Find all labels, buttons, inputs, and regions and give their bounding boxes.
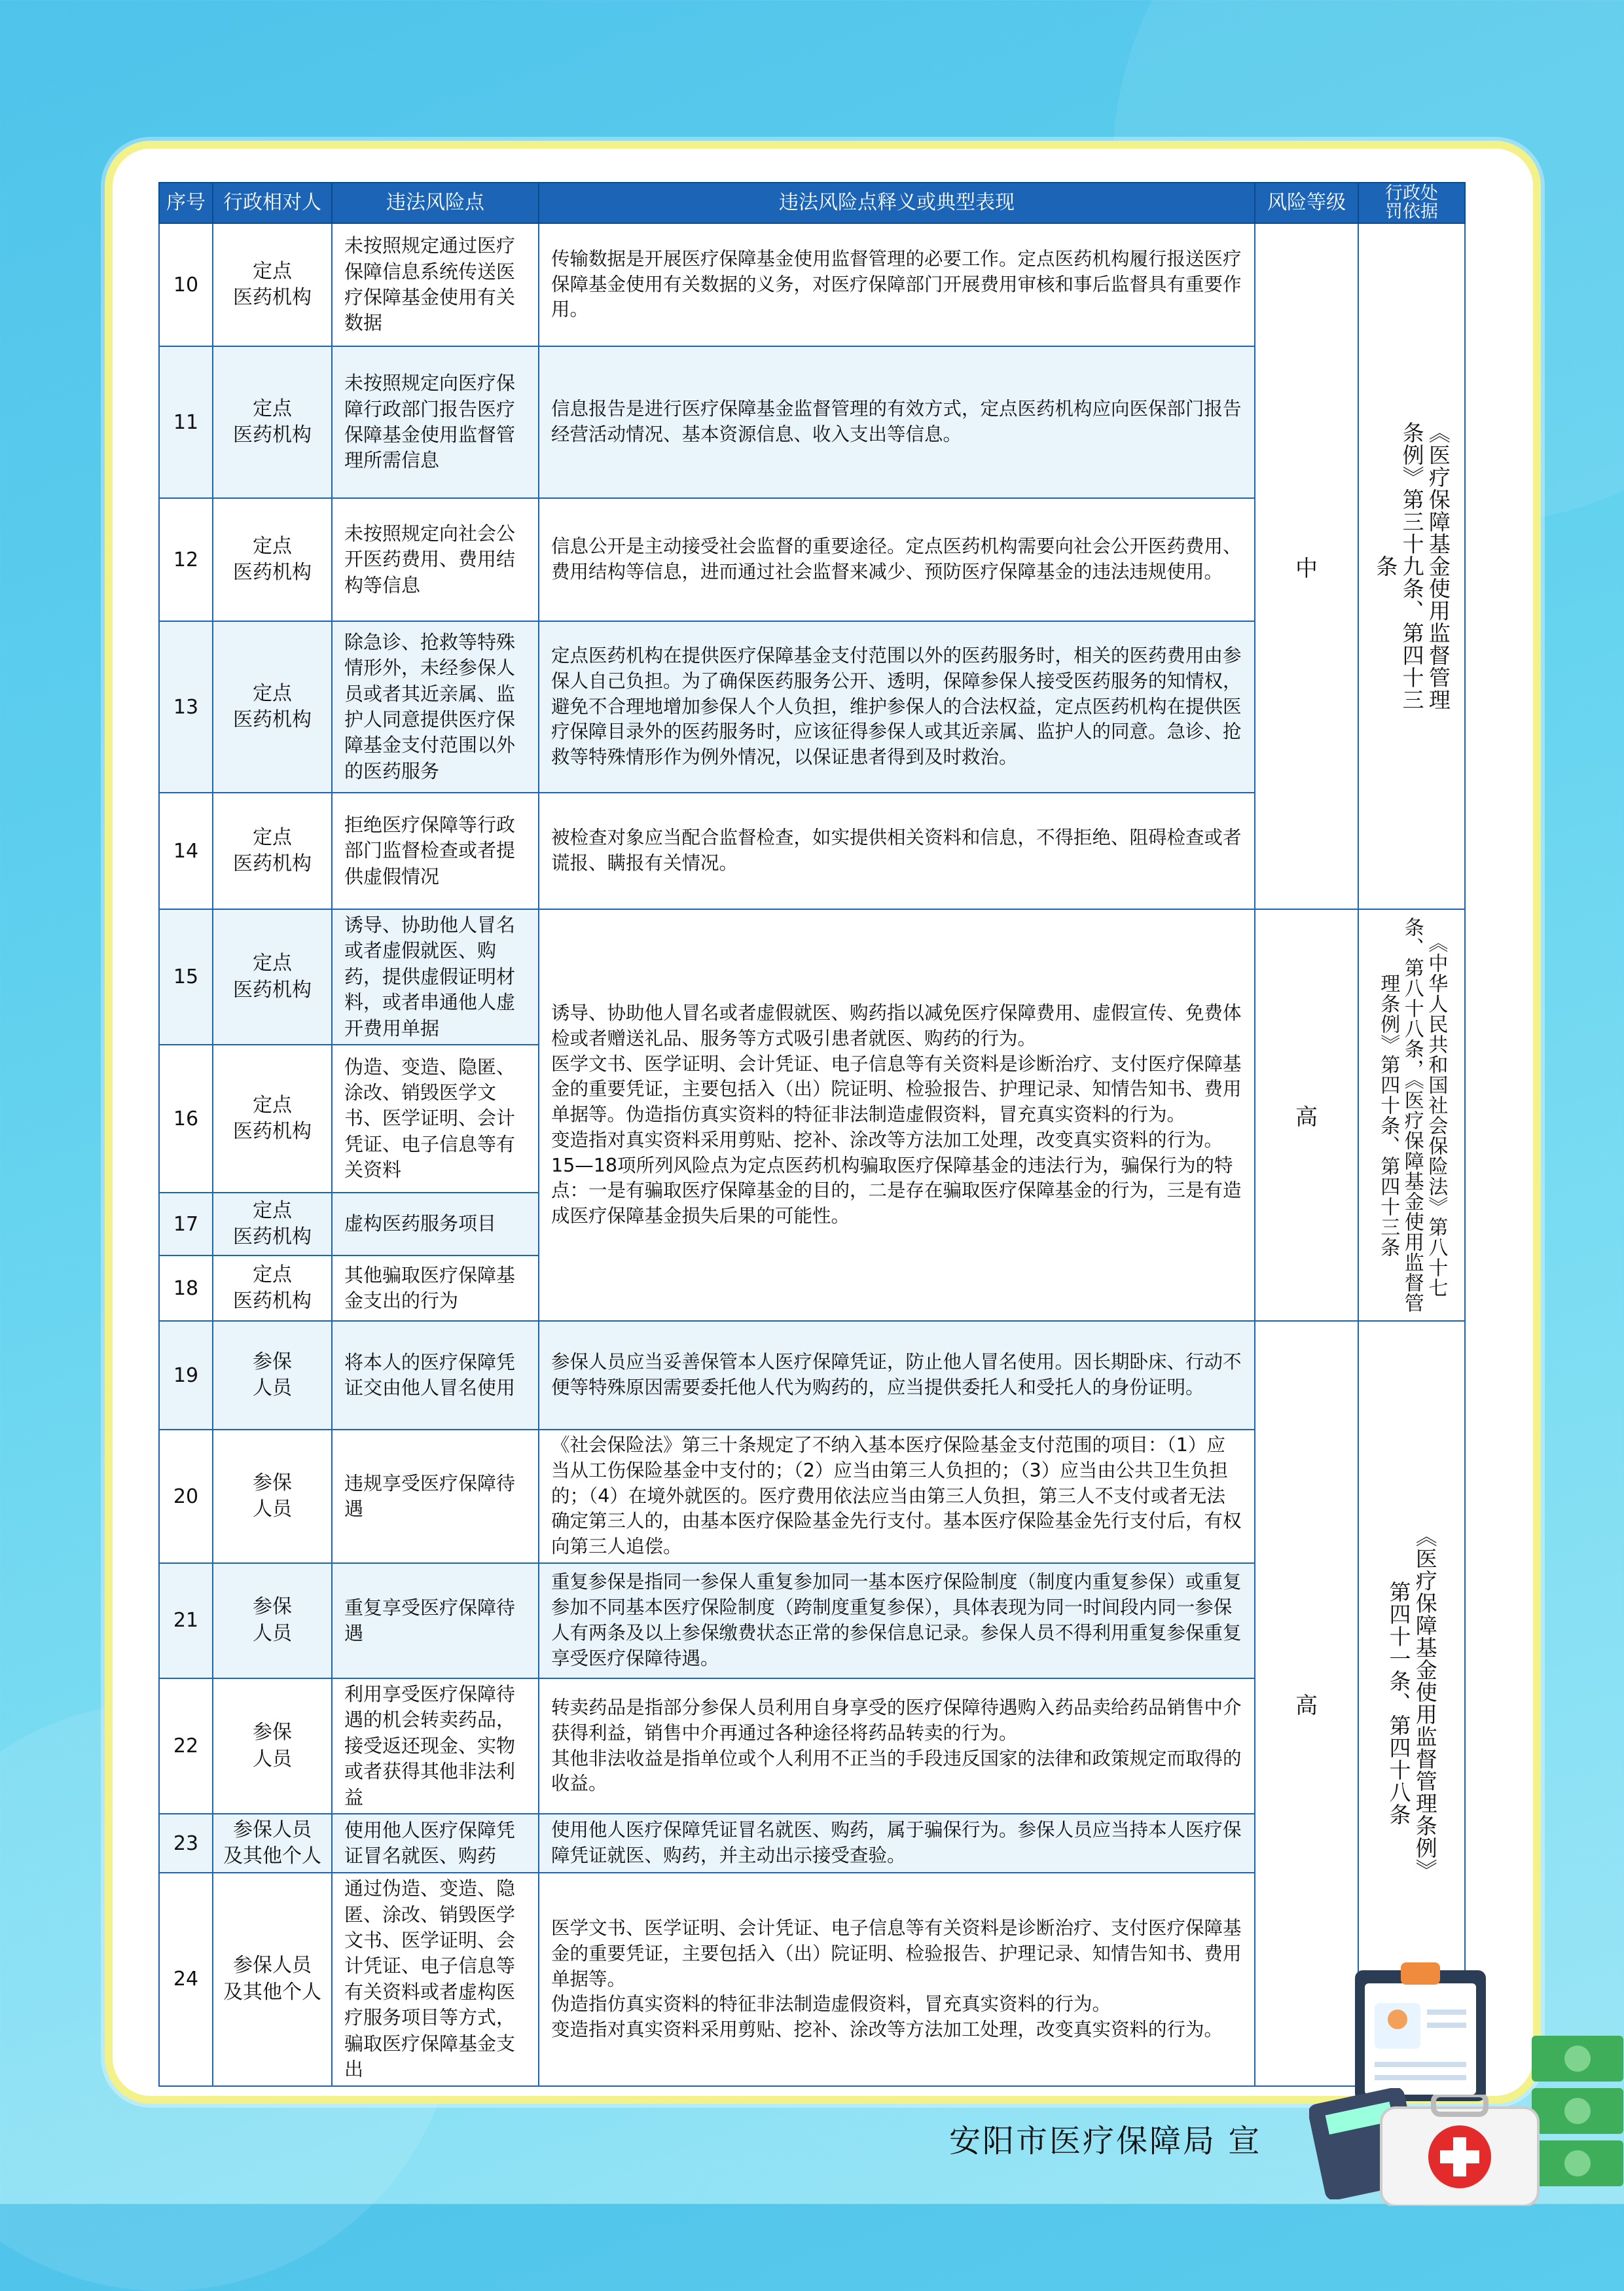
risk-point-text: 虚构医药服务项目 bbox=[344, 1212, 497, 1235]
risk-point-text: 违规享受医疗保障待遇 bbox=[344, 1471, 516, 1521]
row-risk-point bbox=[332, 1678, 539, 1814]
party-label: 参保 人员 bbox=[253, 1721, 292, 1771]
party-label: 参保人员 及其他个人 bbox=[223, 1954, 321, 2004]
risk-level-high: 高 bbox=[1255, 1321, 1358, 2085]
row-party bbox=[213, 1321, 332, 1430]
party-label: 参保人员 及其他个人 bbox=[223, 1818, 321, 1868]
row-risk-point bbox=[332, 793, 539, 909]
row-number: 20 bbox=[159, 1430, 213, 1563]
table-row bbox=[159, 1321, 1465, 1430]
row-explanation bbox=[539, 498, 1255, 621]
explanation-text: 《社会保险法》第三十条规定了不纳入基本医疗保险基金支付范围的项目：（1）应当从工伤保险基金中支付的；（2）应当由第三人负担的；（3）应当由公共卫生负担的；（4）在境外就医的。医疗费用依法应当由第三人负担，第三人不支付或者无法确定第三人的，由基本医疗保险基金先行支付。基本医疗保险基金先行支付后，有权向第三人追偿。 bbox=[551, 1434, 1242, 1558]
risk-point-text: 伪造、变造、隐匿、涂改、销毁医学文书、医学证明、会计凭证、电子信息等有关资料 bbox=[344, 1055, 516, 1182]
table-header-row bbox=[159, 183, 1465, 223]
row-risk-point bbox=[332, 1193, 539, 1255]
row-number: 19 bbox=[159, 1321, 213, 1430]
explanation-text: 信息公开是主动接受社会监督的重要途径。定点医药机构需要向社会公开医药费用、费用结构等信息，进而通过社会监督来减少、预防医疗保障基金的违法违规使用。 bbox=[551, 535, 1242, 583]
explanation-text: 使用他人医疗保障凭证冒名就医、购药，属于骗保行为。参保人员应当持本人医疗保障凭证就医、购药，并主动出示接受查验。 bbox=[551, 1819, 1242, 1867]
risk-point-text: 未按照规定向医疗保障行政部门报告医疗保障基金使用监督管理所需信息 bbox=[344, 372, 516, 472]
row-number: 12 bbox=[159, 498, 213, 621]
row-explanation bbox=[539, 1321, 1255, 1430]
row-risk-point bbox=[332, 223, 539, 346]
law-basis-text: 《医疗保障基金使用监督管理条例》第四十一条、第四十八条 bbox=[1386, 1525, 1438, 1882]
clipboard-icon bbox=[1342, 1957, 1499, 2108]
row-number: 11 bbox=[159, 346, 213, 498]
risk-point-text: 拒绝医疗保障等行政部门监督检查或者提供虚假情况 bbox=[344, 813, 516, 888]
header-explain: 违法风险点释义或典型表现 bbox=[539, 183, 1255, 223]
row-risk-point bbox=[332, 346, 539, 498]
row-party bbox=[213, 793, 332, 909]
row-risk-point bbox=[332, 1430, 539, 1563]
row-explanation bbox=[539, 1873, 1255, 2086]
party-label: 定点 医药机构 bbox=[233, 534, 312, 584]
row-number: 22 bbox=[159, 1678, 213, 1814]
row-party bbox=[213, 909, 332, 1045]
row-party bbox=[213, 498, 332, 621]
row-party bbox=[213, 223, 332, 346]
explanation-text: 医学文书、医学证明、会计凭证、电子信息等有关资料是诊断治疗、支付医疗保障基金的重要凭证，主要包括入（出）院证明、检验报告、护理记录、知情告知书、费用单据等。 伪造指仿真实资料的特征非法制造虚假资料，冒充真实资料的行为。 变造指对真实资料采用剪贴、挖补、涂改等方法加工处理，改变真实资料的行为。 bbox=[551, 1917, 1242, 2040]
row-party bbox=[213, 1193, 332, 1255]
risk-level-high: 高 bbox=[1255, 909, 1358, 1321]
risk-point-text: 除急诊、抢救等特殊情形外，未经参保人员或者其近亲属、监护人同意提供医疗保障基金支付范围以外的医药服务 bbox=[344, 630, 516, 782]
party-label: 参保 人员 bbox=[253, 1595, 292, 1645]
row-explanation-merged bbox=[539, 909, 1255, 1321]
explanation-text: 参保人员应当妥善保管本人医疗保障凭证，防止他人冒名使用。因长期卧床、行动不便等特殊原因需要委托他人代为购药的，应当提供委托人和受托人的身份证明。 bbox=[551, 1351, 1242, 1399]
row-explanation bbox=[539, 1430, 1255, 1563]
law-basis-cell bbox=[1358, 223, 1465, 909]
explanation-text: 诱导、协助他人冒名或者虚假就医、购药指以减免医疗保障费用、虚假宣传、免费体检或者赠送礼品、服务等方式吸引患者就医、购药的行为。 医学文书、医学证明、会计凭证、电子信息等有关资料是诊断治疗、支付医疗保障基金的重要凭证，主要包括入（出）院证明、检验报告、护理记录、知情告知书、费用单据等。伪造指仿真实资料的特征非法制造虚假资料，冒充真实资料的行为。 变造指对真实资料采用剪贴、挖补、涂改等方法加工处理，改变真实资料的行为。 15—18项所列风险点为定点医药机构骗取医疗保障基金的违法行为，骗保行为的特点：一是有骗取医疗保障基金的目的，二是存在骗取医疗保障基金的行为，三是有造成医疗保障基金损失后果的可能性。 bbox=[551, 1002, 1242, 1227]
party-label: 定点 医药机构 bbox=[233, 259, 312, 309]
row-party bbox=[213, 1430, 332, 1563]
row-number: 16 bbox=[159, 1045, 213, 1193]
explanation-text: 传输数据是开展医疗保障基金使用监督管理的必要工作。定点医药机构履行报送医疗保障基金使用有关数据的义务，对医疗保障部门开展费用审核和事后监督具有重要作用。 bbox=[551, 247, 1242, 321]
row-risk-point bbox=[332, 1873, 539, 2086]
row-risk-point bbox=[332, 909, 539, 1045]
risk-point-text: 重复享受医疗保障待遇 bbox=[344, 1596, 516, 1644]
row-party bbox=[213, 1814, 332, 1873]
explanation-text: 被检查对象应当配合监督检查，如实提供相关资料和信息，不得拒绝、阻碍检查或者谎报、瞒报有关情况。 bbox=[551, 827, 1242, 874]
header-law: 行政处罚依据 bbox=[1358, 183, 1465, 223]
row-number: 21 bbox=[159, 1563, 213, 1678]
row-risk-point bbox=[332, 1321, 539, 1430]
row-risk-point bbox=[332, 498, 539, 621]
header-party: 行政相对人 bbox=[213, 183, 332, 223]
row-explanation bbox=[539, 621, 1255, 793]
party-label: 定点 医药机构 bbox=[233, 952, 312, 1001]
medical-kit-icon bbox=[1375, 2095, 1545, 2206]
table-row bbox=[159, 909, 1465, 1045]
row-number: 17 bbox=[159, 1193, 213, 1255]
party-label: 参保 人员 bbox=[253, 1350, 292, 1400]
row-party bbox=[213, 1678, 332, 1814]
row-number: 18 bbox=[159, 1255, 213, 1321]
law-basis-text: 《医疗保障基金使用监督管理条例》第三十九条、第四十三条 bbox=[1373, 422, 1451, 711]
row-party bbox=[213, 346, 332, 498]
row-risk-point bbox=[332, 1255, 539, 1321]
row-number: 14 bbox=[159, 793, 213, 909]
party-label: 定点 医药机构 bbox=[233, 1263, 312, 1313]
row-number: 13 bbox=[159, 621, 213, 793]
party-label: 定点 医药机构 bbox=[233, 825, 312, 875]
row-risk-point bbox=[332, 1045, 539, 1193]
risk-point-text: 将本人的医疗保障凭证交由他人冒名使用 bbox=[344, 1350, 516, 1399]
party-label: 定点 医药机构 bbox=[233, 1199, 312, 1249]
table-row bbox=[159, 223, 1465, 346]
row-party bbox=[213, 1045, 332, 1193]
row-party bbox=[213, 1563, 332, 1678]
risk-point-text: 使用他人医疗保障凭证冒名就医、购药 bbox=[344, 1818, 516, 1867]
row-party bbox=[213, 1873, 332, 2086]
row-number: 23 bbox=[159, 1814, 213, 1873]
row-party bbox=[213, 621, 332, 793]
row-explanation bbox=[539, 1814, 1255, 1873]
explanation-text: 信息报告是进行医疗保障基金监督管理的有效方式，定点医药机构应向医保部门报告经营活动情况、基本资源信息、收入支出等信息。 bbox=[551, 398, 1242, 445]
row-risk-point bbox=[332, 621, 539, 793]
party-label: 定点 医药机构 bbox=[233, 1093, 312, 1144]
law-basis-cell bbox=[1358, 909, 1465, 1321]
law-basis-text: 《中华人民共和国社会保险法》第八十七条、第八十八条，《医疗保障基金使用监督管理条例》第四十条、第四十三条 bbox=[1377, 917, 1448, 1314]
risk-point-text: 通过伪造、变造、隐匿、涂改、销毁医学文书、医学证明、会计凭证、电子信息等有关资料或者虚构医疗服务项目等方式，骗取医疗保障基金支出 bbox=[344, 1877, 516, 2081]
row-explanation bbox=[539, 223, 1255, 346]
row-party bbox=[213, 1255, 332, 1321]
row-explanation bbox=[539, 793, 1255, 909]
risk-point-text: 未按照规定通过医疗保障信息系统传送医疗保障基金使用有关数据 bbox=[344, 234, 516, 334]
violation-table bbox=[158, 182, 1466, 2087]
header-point: 违法风险点 bbox=[332, 183, 539, 223]
risk-point-text: 利用享受医疗保障待遇的机会转卖药品，接受返还现金、实物或者获得其他非法利益 bbox=[344, 1682, 516, 1809]
risk-point-text: 其他骗取医疗保障基金支出的行为 bbox=[344, 1263, 516, 1312]
party-label: 参保 人员 bbox=[253, 1471, 292, 1521]
footer-publisher: 安阳市医疗保障局 宣 bbox=[949, 2123, 1262, 2159]
row-risk-point bbox=[332, 1563, 539, 1678]
row-explanation bbox=[539, 1678, 1255, 1814]
explanation-text: 转卖药品是指部分参保人员利用自身享受的医疗保障待遇购入药品卖给药品销售中介获得利益，销售中介再通过各种途径将药品转卖的行为。 其他非法收益是指单位或个人利用不正当的手段违反国家的法律和政策规定而取得的收益。 bbox=[551, 1697, 1242, 1795]
risk-point-text: 未按照规定向社会公开医药费用、费用结构等信息 bbox=[344, 522, 516, 596]
row-number: 24 bbox=[159, 1873, 213, 2086]
header-risk: 风险等级 bbox=[1255, 183, 1358, 223]
row-number: 15 bbox=[159, 909, 213, 1045]
party-label: 定点 医药机构 bbox=[233, 397, 312, 446]
explanation-text: 定点医药机构在提供医疗保障基金支付范围以外的医药服务时，相关的医药费用由参保人自己负担。为了确保医药服务公开、透明，保障参保人接受医药服务的知情权，避免不合理地增加参保人个人负担，维护参保人的合法权益，定点医药机构在提供医疗保障目录外的医药服务时，应该征得参保人或其近亲属、监护人的同意。急诊、抢救等特殊情形作为例外情况，以保证患者得到及时救治。 bbox=[551, 645, 1242, 768]
row-explanation bbox=[539, 346, 1255, 498]
row-number: 10 bbox=[159, 223, 213, 346]
row-explanation bbox=[539, 1563, 1255, 1678]
explanation-text: 重复参保是指同一参保人重复参加同一基本医疗保险制度（制度内重复参保）或重复参加不同基本医疗保险制度（跨制度重复参保），具体表现为同一时间段内同一参保人有两条及以上参保缴费状态正常的参保信息记录。参保人员不得利用重复参保重复享受医疗保障待遇。 bbox=[551, 1571, 1242, 1669]
party-label: 定点 医药机构 bbox=[233, 681, 312, 731]
risk-point-text: 诱导、协助他人冒名或者虚假就医、购药，提供虚假证明材料，或者串通他人虚开费用单据 bbox=[344, 914, 516, 1039]
header-no: 序号 bbox=[159, 183, 213, 223]
risk-level-mid: 中 bbox=[1255, 223, 1358, 909]
row-risk-point bbox=[332, 1814, 539, 1873]
